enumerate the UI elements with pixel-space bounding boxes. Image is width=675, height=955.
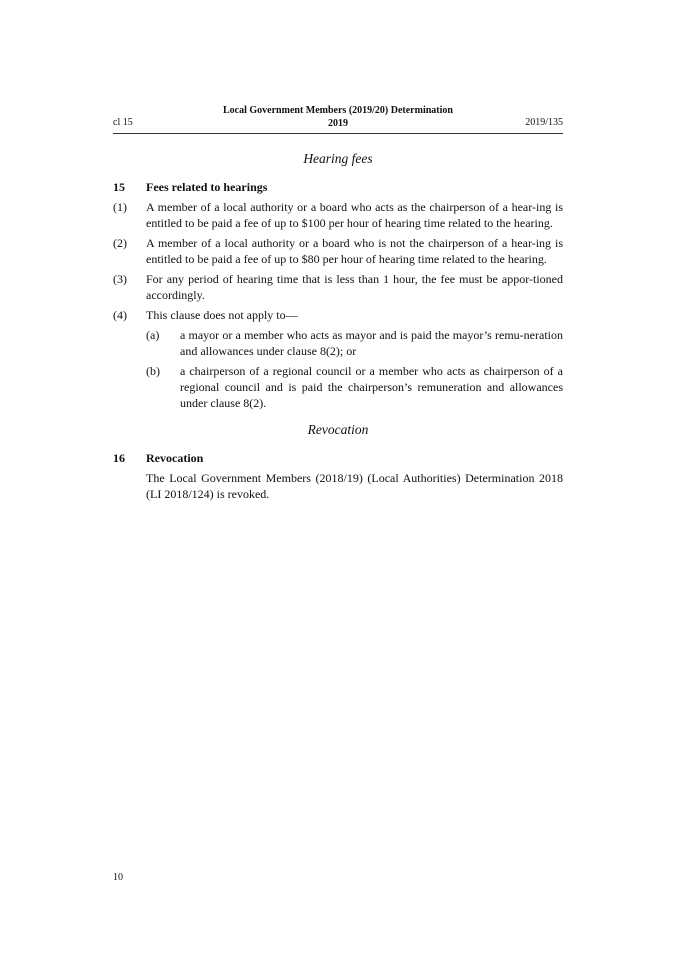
page-content <box>113 150 563 502</box>
para-text: This clause does not apply to— <box>146 308 298 322</box>
subpara-number: (a) <box>146 328 160 342</box>
para-number: (4) <box>113 308 127 322</box>
page-number: 10 <box>113 872 123 883</box>
para-text: A member of a local authority or a board who acts as the chairperson of a hear-ing is entitled to be paid a fee of up to $100 per hour of hearing time related to the hearing. <box>146 200 563 230</box>
clause-15-subpara-b <box>146 363 563 411</box>
header-instrument-number: 2019/135 <box>525 117 563 128</box>
clause-15-para-4 <box>113 307 563 323</box>
subpara-text: a chairperson of a regional council or a member who acts as chairperson of a regional council and is paid the chairperson’s remuneration and allowances under clause 8(2). <box>180 364 563 410</box>
clause-number: 15 <box>113 180 125 194</box>
clause-15-para-3 <box>113 271 563 303</box>
header-title <box>113 104 563 130</box>
clause-15-para-2 <box>113 235 563 267</box>
subpara-number: (b) <box>146 364 160 378</box>
section-heading-revocation: Revocation <box>307 422 369 437</box>
para-number: (2) <box>113 236 127 250</box>
clause-15-para-1 <box>113 199 563 231</box>
clause-15-subpara-a <box>146 327 563 359</box>
para-text: A member of a local authority or a board who is not the chairperson of a hear-ing is entitled to be paid a fee of up to $80 per hour of hearing time related to the hearing. <box>146 236 563 266</box>
para-number: (3) <box>113 272 127 286</box>
header-clause-ref: cl 15 <box>113 117 133 128</box>
para-text: For any period of hearing time that is less than 1 hour, the fee must be appor-tioned accordingly. <box>146 272 563 302</box>
section-heading-hearing-fees: Hearing fees <box>303 151 373 166</box>
clause-15-title <box>113 179 563 195</box>
clause-heading: Fees related to hearings <box>146 180 268 194</box>
clause-number: 16 <box>113 451 125 465</box>
running-header <box>113 104 563 134</box>
clause-16-title <box>113 450 563 466</box>
header-title-line2: 2019 <box>328 118 348 129</box>
clause-16-text: The Local Government Members (2018/19) (Local Authorities) Determination 2018 (LI 2018/124) is revoked. <box>146 471 563 501</box>
subpara-text: a mayor or a member who acts as mayor and is paid the mayor’s remu-neration and allowances under clause 8(2); or <box>180 328 563 358</box>
clause-heading: Revocation <box>146 451 204 465</box>
header-title-line1: Local Government Members (2019/20) Determination <box>223 105 453 116</box>
para-number: (1) <box>113 200 127 214</box>
